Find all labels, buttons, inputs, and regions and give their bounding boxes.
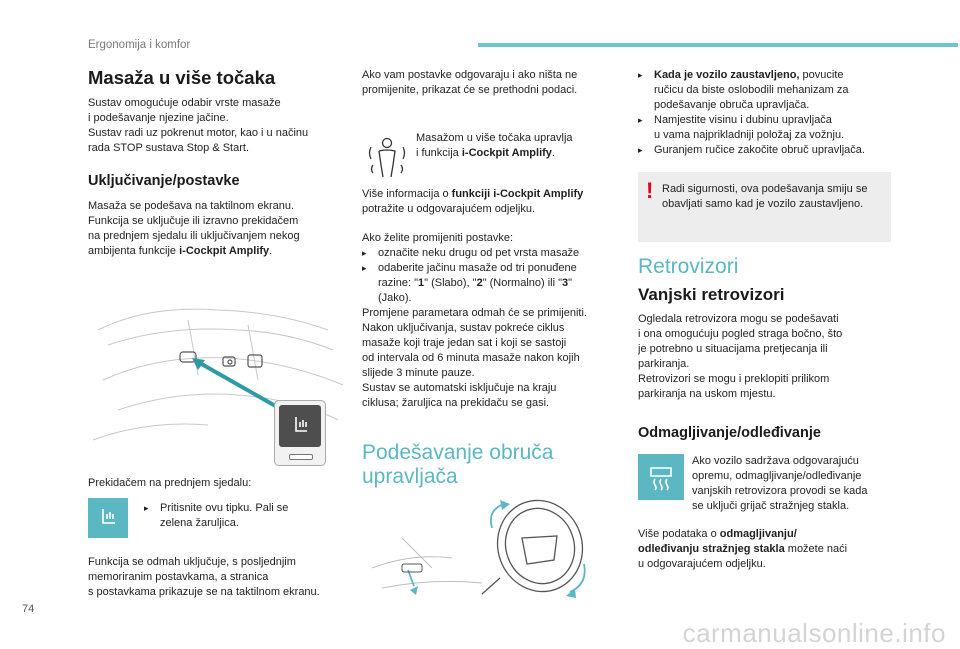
activation-text: Masaža se podešava na taktilnom ekranu. Funkcija se uključuje ili izravno prekidačem na prednjem sjedalu ili uključivanjem nekog ambijenta funkcije i-Cockpit Amplify. [88,200,300,257]
list-item: ▸ Namjestite visinu i dubinu upravljača u vama najprikladniji položaj za vožnju. [638,113,902,143]
ext-mirrors-title: Vanjski retrovizori [638,285,785,304]
ext-mirrors-text: Ogledala retrovizora mogu se podešavati i ona omogućuju pogled straga bočno, što je potrebno u situacijama pretjecanja ili parkiranja. Retrovizori se mogu i preklopiti prilikom parkiranja na uskom mjestu. [638,313,843,400]
list-item: ▸ Guranjem ručice zakočite obruč upravljača. [638,143,902,158]
list-item: ▸ označite neku drugu od pet vrsta masaže [362,246,626,261]
change-settings: Ako želite promijeniti postavke: ▸ označite neku drugu od pet vrsta masaže ▸ odaberite jačinu masaže od tri ponuđene razine: "1" (Slabo), "2" (Normalno) ili "3" (Jako). Promjene parametara odmah će se primijeniti. Nakon uključivanja, sustav pokreće ciklus masaže koji traje jedan sat i koji se sastoji od intervala od 6 minuta masaže nakon kojih slijede 3 minute pauze. Sustav se automatski isključuje na kraju ciklusa; žaruljica na prekidaču se gasi. [362,231,626,411]
seat-massage-icon [279,405,321,447]
list-item: ▸ Kada je vozilo zaustavljeno, povucite ručicu da biste oslobodili mehanizam za podešavanje obruča upravljača. [638,68,902,113]
steering-title: Podešavanje obruča upravljača [362,441,554,488]
amplify-more-info: Više informacija o funkciji i-Cockpit Amplify potražite u odgovarajućem odjeljku. [362,188,584,215]
amplify-note: Masažom u više točaka upravlja i funkcija i-Cockpit Amplify. [416,132,573,159]
page-number: 74 [22,603,35,615]
steering-steps [638,68,902,158]
list-item: ▸ odaberite jačinu masaže od tri ponuđene razine: "1" (Slabo), "2" (Normalno) ili "3" (Jako). [362,261,626,306]
activation-subtitle: Uključivanje/postavke [88,173,240,189]
mirror-defrost-icon [638,454,684,500]
warning-exclamation-icon: ! [646,178,654,203]
defog-more-info: Više podataka o odmagljivanju/ odleđivanju stražnjeg stakla možete naći u odgovarajućem odjeljku. [638,528,848,570]
section-header: Ergonomija i komfor [88,39,191,51]
massage-intro: Sustav omogućuje odabir vrste masaže i podešavanje njezine jačine. Sustav radi uz pokrenut motor, kao i u načinu rada STOP sustava Stop & Start. [88,97,309,154]
seat-switch-panel [274,400,326,466]
massage-title: Masaža u više točaka [88,67,276,88]
warning-box: ! Radi sigurnosti, ova podešavanja smiju se obavljati samo kad je vozilo zaustavljeno. [638,172,891,242]
mirrors-title: Retrovizori [638,255,739,278]
press-instructions: ▸ Pritisnite ovu tipku. Pali se zelena žaruljica. [144,501,344,531]
person-massage-icon [367,135,407,179]
change-settings-list [362,246,626,306]
defog-title: Odmagljivanje/odleđivanje [638,425,821,441]
steering-illustration [372,498,602,603]
previous-settings-text: Ako vam postavke odgovaraju i ako ništa ne promijenite, prikazat će se prethodni podaci. [362,69,578,96]
defog-text: Ako vozilo sadržava odgovarajuću opremu, odmagljivanje/odleđivanje vanjskih retrovizora provodi se kada se uključi grijač stražnjeg stakla. [692,455,868,512]
after-activation-text: Funkcija se odmah uključuje, s posljednjim memoriranim postavkama, a stranica s postavkama prikazuje se na taktilnom ekranu. [88,556,320,598]
massage-button-icon [88,498,128,538]
switch-label: Prekidačem na prednjem sjedalu: [88,477,252,489]
led-indicator [289,454,313,460]
watermark: carmanualsonline.info [682,618,946,648]
header-bar [478,43,958,47]
